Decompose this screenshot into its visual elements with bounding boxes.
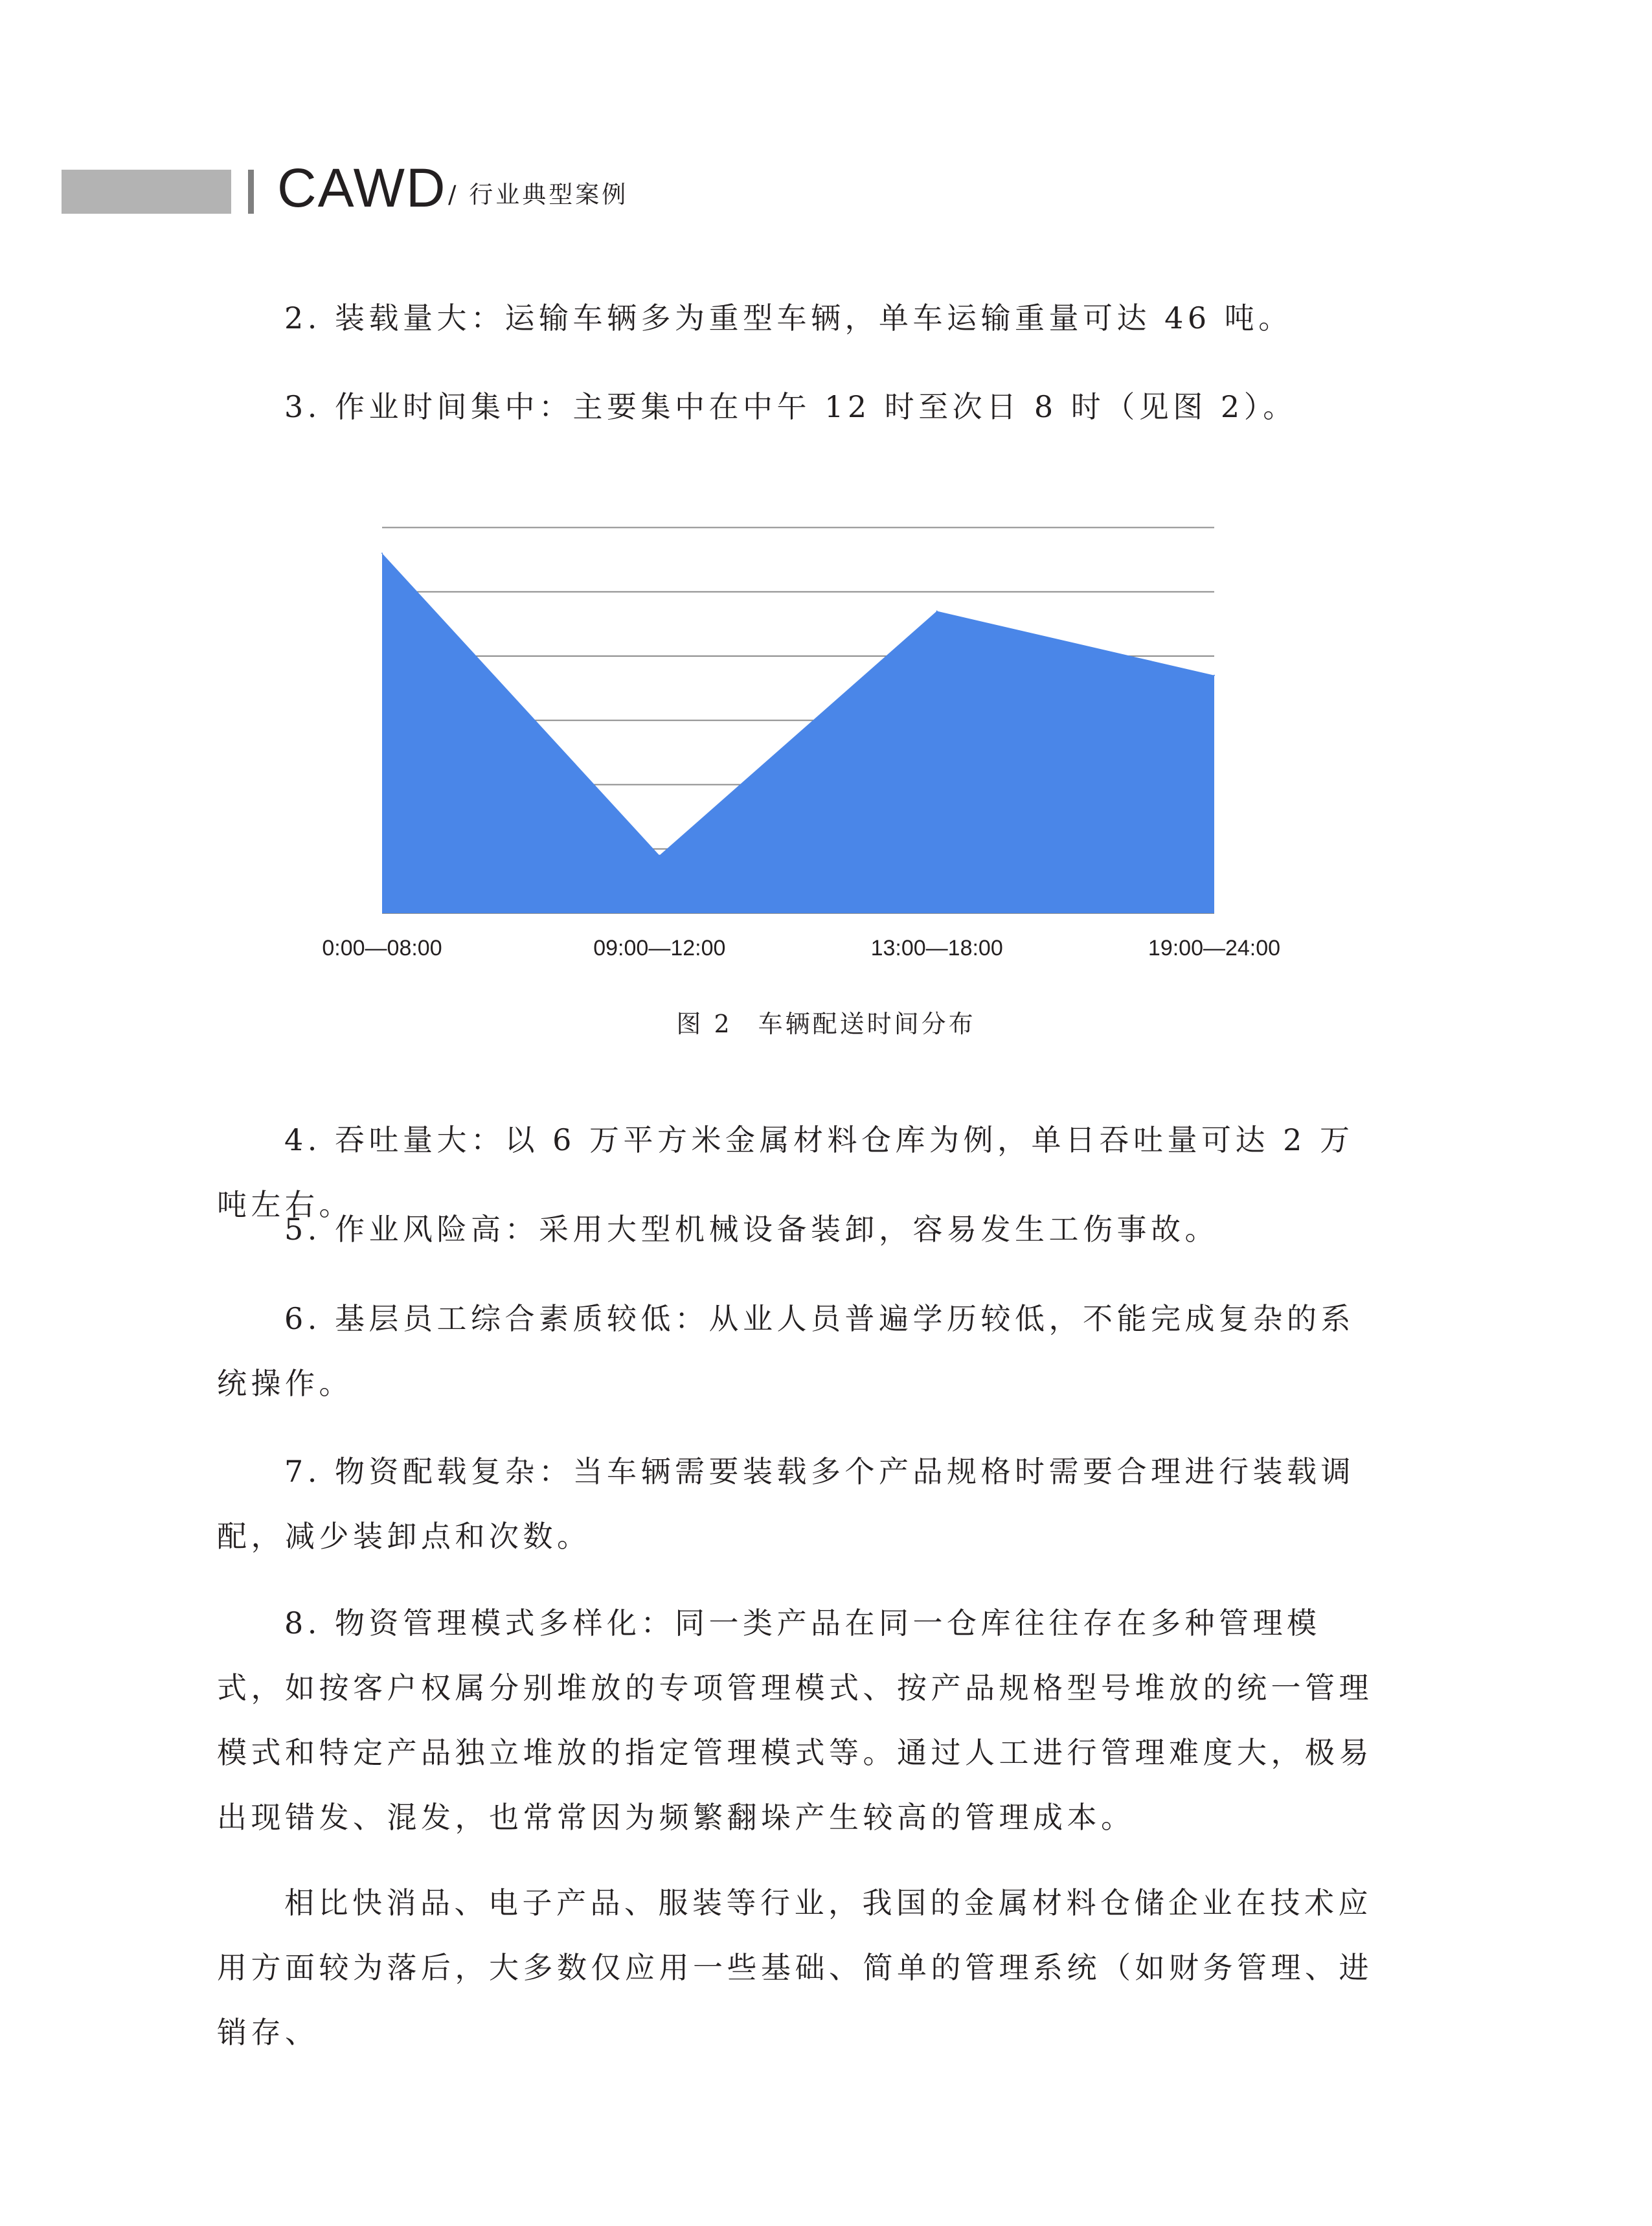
- figure-title: 车辆配送时间分布: [758, 1010, 976, 1038]
- figure-number: 图 2: [676, 1010, 732, 1038]
- header-brand: CAWD: [277, 157, 447, 218]
- area-series-0: [382, 553, 1214, 913]
- paragraph-item-7: 7. 物资配载复杂：当车辆需要装载多个产品规格时需要合理进行装载调配，减少装卸点和次数。: [217, 1454, 1355, 1554]
- paragraph-item-4: 4. 吞吐量大：以 6 万平方米金属材料仓库为例，单日吞吐量可达 2 万吨左右。: [217, 1122, 1354, 1222]
- paragraph-item-6: 6. 基层员工综合素质较低：从业人员普遍学历较低，不能完成复杂的系统操作。: [217, 1301, 1355, 1401]
- x-tick-label-3: 19:00—24:00: [1148, 936, 1281, 960]
- x-tick-label-2: 13:00—18:00: [870, 936, 1003, 960]
- x-tick-label-1: 09:00—12:00: [593, 936, 726, 960]
- paragraph-item-5: 5. 作业风险高：采用大型机械设备装卸，容易发生工伤事故。: [284, 1212, 1219, 1247]
- area-chart: [317, 466, 1315, 971]
- data-point-0-2: [936, 611, 938, 612]
- header-gray-bar: [62, 170, 231, 214]
- paragraph-item-2: 2. 装载量大：运输车辆多为重型车辆，单车运输重量可达 46 吨。: [284, 301, 1293, 335]
- data-point-0-3: [1214, 675, 1215, 676]
- data-point-0-0: [381, 552, 383, 554]
- paragraph-item-3: 3. 作业时间集中：主要集中在中午 12 时至次日 8 时（见图 2）。: [284, 389, 1297, 424]
- paragraph-item-8: 8. 物资管理模式多样化：同一类产品在同一仓库往往存在多种管理模式，如按客户权属分别堆放的专项管理模式、按产品规格型号堆放的统一管理模式和特定产品独立堆放的指定管理模式等。通过人工进行管理难度大，极易出现错发、混发，也常常因为频繁翻垛产生较高的管理成本。: [217, 1606, 1373, 1835]
- header-section-title: / 行业典型案例: [448, 181, 629, 209]
- header-separator: [248, 170, 254, 214]
- figure-2-chart: [317, 466, 1315, 971]
- figure-caption: [0, 1012, 1652, 1036]
- x-tick-label-0: 0:00—08:00: [322, 936, 442, 960]
- paragraph-comparison: 相比快消品、电子产品、服装等行业，我国的金属材料仓储企业在技术应用方面较为落后，大多数仅应用一些基础、简单的管理系统（如财务管理、进销存、: [217, 1885, 1373, 2050]
- data-point-0-1: [659, 855, 660, 856]
